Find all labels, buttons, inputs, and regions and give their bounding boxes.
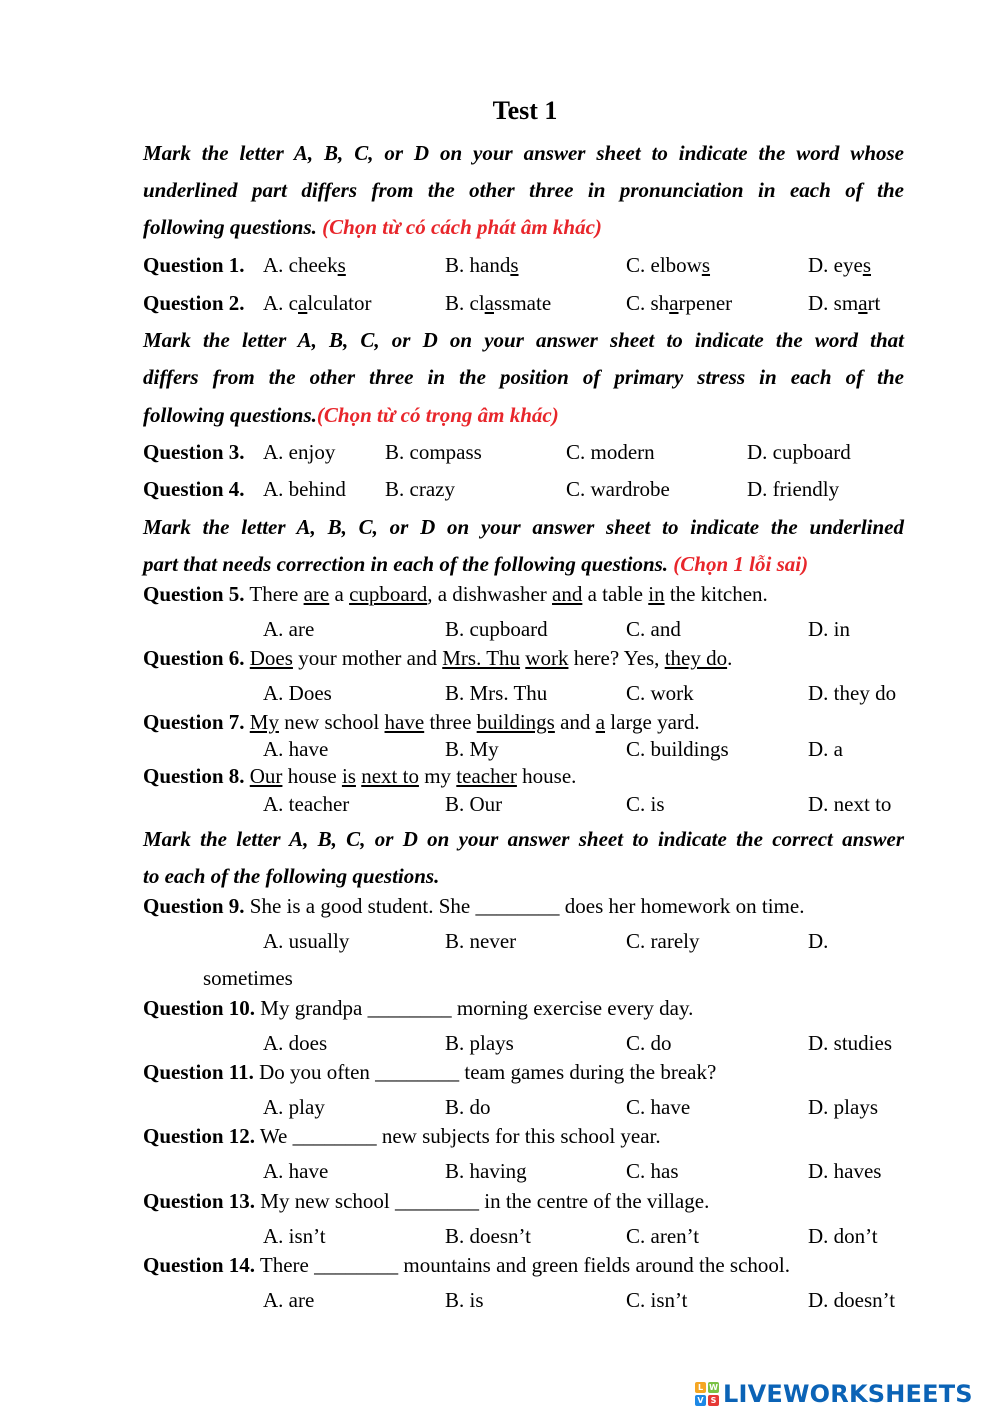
instruction-1-line-2: underlined part differs from the other three in pronunciation in each of the <box>143 178 904 202</box>
instruction-text: following questions. <box>143 403 317 427</box>
question-12 <box>143 1126 661 1147</box>
question-3 <box>143 442 245 463</box>
instruction-text: following questions. <box>143 215 317 239</box>
question-14 <box>143 1255 790 1276</box>
question-label: Question 1. <box>143 253 245 277</box>
instruction-4-line-1: Mark the letter A, B, C, or D on your answer sheet to indicate the correct answer <box>143 827 904 851</box>
question-label: Question 5. <box>143 582 245 606</box>
question-text: She is a good student. She ________ does her homework on time. <box>249 894 805 918</box>
question-label: Question 6. <box>143 646 245 670</box>
question-text: We ________ new subjects for this school year. <box>259 1124 661 1148</box>
q3-option-d[interactable]: D. cupboard <box>747 440 851 464</box>
q2-option-b[interactable]: B. classmate <box>445 291 552 315</box>
question-label: Question 10. <box>143 996 256 1020</box>
q8-option-b[interactable]: B. Our <box>445 792 503 816</box>
q13-option-b[interactable]: B. doesn’t <box>445 1224 531 1248</box>
question-label: Question 12. <box>143 1124 256 1148</box>
q6-option-c[interactable]: C. work <box>626 681 694 705</box>
question-label: Question 3. <box>143 440 245 464</box>
q12-option-a[interactable]: A. have <box>263 1159 329 1183</box>
q9-option-c[interactable]: C. rarely <box>626 929 700 953</box>
q4-option-a[interactable]: A. behind <box>263 477 346 501</box>
question-4 <box>143 479 245 500</box>
question-8: Question 8. Our house is next to my teacher house. <box>143 764 577 788</box>
q9-option-a[interactable]: A. usually <box>263 929 350 953</box>
q9-option-b[interactable]: B. never <box>445 929 517 953</box>
question-label: Question 8. <box>143 764 245 788</box>
q6-option-d[interactable]: D. they do <box>808 681 897 705</box>
q11-option-d[interactable]: D. plays <box>808 1095 878 1119</box>
question-7: Question 7. My new school have three buildings and a large yard. <box>143 710 700 734</box>
q10-option-c[interactable]: C. do <box>626 1031 672 1055</box>
instruction-2-line-1: Mark the letter A, B, C, or D on your answer sheet to indicate the word that <box>143 328 904 352</box>
instruction-3-line-1: Mark the letter A, B, C, or D on your answer sheet to indicate the underlined <box>143 515 904 539</box>
question-label: Question 7. <box>143 710 245 734</box>
q4-option-b[interactable]: B. crazy <box>385 477 455 501</box>
instruction-1-line-3 <box>143 217 904 238</box>
q11-option-a[interactable]: A. play <box>263 1095 325 1119</box>
question-10 <box>143 998 693 1019</box>
q10-option-d[interactable]: D. studies <box>808 1031 892 1055</box>
question-text: My grandpa ________ morning exercise every day. <box>260 996 694 1020</box>
question-text: My new school ________ in the centre of the village. <box>260 1189 710 1213</box>
question-1 <box>143 255 245 276</box>
question-label: Question 13. <box>143 1189 256 1213</box>
instruction-4-line-2: to each of the following questions. <box>143 864 440 888</box>
q6-option-a[interactable]: A. Does <box>263 681 332 705</box>
question-9 <box>143 896 804 917</box>
q1-option-b[interactable]: B. hands <box>445 253 519 277</box>
q2-option-c[interactable]: C. sharpener <box>626 291 733 315</box>
q7-option-a[interactable]: A. have <box>263 737 329 761</box>
question-label: Question 14. <box>143 1253 256 1277</box>
instruction-3-line-2 <box>143 554 904 575</box>
question-label: Question 9. <box>143 894 245 918</box>
logo-text: LIVEWORKSHEETS <box>723 1380 973 1408</box>
question-2 <box>143 293 245 314</box>
question-13 <box>143 1191 709 1212</box>
instruction-2-line-3 <box>143 405 904 426</box>
q8-option-d[interactable]: D. next to <box>808 792 892 816</box>
question-text: There ________ mountains and green fields around the school. <box>259 1253 791 1277</box>
q1-option-a[interactable]: A. cheeks <box>263 253 346 277</box>
q5-option-d[interactable]: D. in <box>808 617 850 641</box>
q4-option-c[interactable]: C. wardrobe <box>566 477 670 501</box>
q9-option-d-text[interactable]: sometimes <box>203 966 293 990</box>
q10-option-b[interactable]: B. plays <box>445 1031 514 1055</box>
q13-option-c[interactable]: C. aren’t <box>626 1224 700 1248</box>
q12-option-c[interactable]: C. has <box>626 1159 679 1183</box>
question-5: Question 5. There are a cupboard, a dishwasher and a table in the kitchen. <box>143 582 768 606</box>
q10-option-a[interactable]: A. does <box>263 1031 328 1055</box>
q8-option-c[interactable]: C. is <box>626 792 665 816</box>
q11-option-b[interactable]: B. do <box>445 1095 491 1119</box>
q12-option-d[interactable]: D. haves <box>808 1159 882 1183</box>
question-6: Question 6. Does your mother and Mrs. Thu work here? Yes, they do. <box>143 646 733 670</box>
q5-option-b[interactable]: B. cupboard <box>445 617 548 641</box>
q1-option-c[interactable]: C. elbows <box>626 253 711 277</box>
q14-option-a[interactable]: A. are <box>263 1288 315 1312</box>
q7-option-d[interactable]: D. a <box>808 737 843 761</box>
q13-option-a[interactable]: A. isn’t <box>263 1224 326 1248</box>
q7-option-b[interactable]: B. My <box>445 737 499 761</box>
q2-option-a[interactable]: A. calculator <box>263 291 372 315</box>
instruction-text: part that needs correction in each of the following questions. <box>143 552 669 576</box>
q14-option-d[interactable]: D. doesn’t <box>808 1288 896 1312</box>
q4-option-d[interactable]: D. friendly <box>747 477 840 501</box>
q3-option-c[interactable]: C. modern <box>566 440 655 464</box>
question-text: Do you often ________ team games during the break? <box>259 1060 717 1084</box>
instruction-1-line-1: Mark the letter A, B, C, or D on your answer sheet to indicate the word whose <box>143 141 904 165</box>
question-label: Question 11. <box>143 1060 254 1084</box>
q11-option-c[interactable]: C. have <box>626 1095 691 1119</box>
q2-option-d[interactable]: D. smart <box>808 291 881 315</box>
vietnamese-note: (Chọn từ có trọng âm khác) <box>316 403 559 427</box>
q5-option-a[interactable]: A. are <box>263 617 315 641</box>
question-label: Question 4. <box>143 477 245 501</box>
vietnamese-note: (Chọn 1 lỗi sai) <box>673 552 809 576</box>
page-title: Test 1 <box>492 96 558 125</box>
q3-option-b[interactable]: B. compass <box>385 440 482 464</box>
vietnamese-note: (Chọn từ có cách phát âm khác) <box>322 215 602 239</box>
q14-option-b[interactable]: B. is <box>445 1288 484 1312</box>
logo-mark-icon: L W V S <box>695 1382 719 1406</box>
question-11 <box>143 1062 716 1083</box>
q3-option-a[interactable]: A. enjoy <box>263 440 336 464</box>
q7-option-c[interactable]: C. buildings <box>626 737 729 761</box>
instruction-2-line-2: differs from the other three in the position of primary stress in each of the <box>143 365 904 389</box>
q8-option-a[interactable]: A. teacher <box>263 792 350 816</box>
q1-option-d[interactable]: D. eyes <box>808 253 871 277</box>
q13-option-d[interactable]: D. don’t <box>808 1224 878 1248</box>
q12-option-b[interactable]: B. having <box>445 1159 527 1183</box>
question-label: Question 2. <box>143 291 245 315</box>
q14-option-c[interactable]: C. isn’t <box>626 1288 688 1312</box>
q5-option-c[interactable]: C. and <box>626 617 681 641</box>
q6-option-b[interactable]: B. Mrs. Thu <box>445 681 548 705</box>
q9-option-d[interactable]: D. <box>808 929 829 953</box>
liveworksheets-logo[interactable] <box>695 1379 973 1409</box>
